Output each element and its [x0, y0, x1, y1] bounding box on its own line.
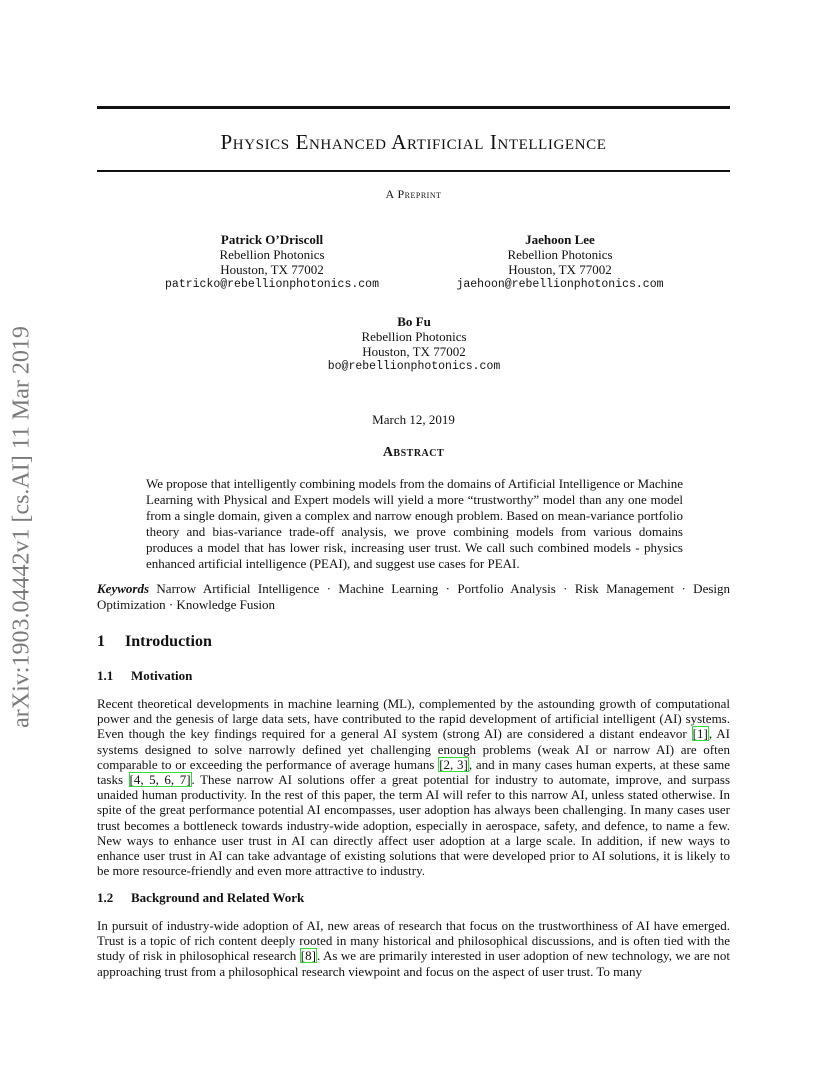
author-address: Houston, TX 77002	[220, 262, 324, 277]
citation-link[interactable]: [1]	[692, 726, 708, 742]
author-name: Patrick O’Driscoll	[220, 232, 324, 247]
author-affiliation: Rebellion Photonics	[507, 247, 613, 262]
citation-link[interactable]: [2, 3]	[439, 756, 468, 772]
subsection-title: Motivation	[131, 668, 193, 683]
citation-link[interactable]: [8]	[300, 948, 316, 964]
author-address: Houston, TX 77002	[508, 262, 612, 277]
abstract-heading: Abstract	[382, 445, 445, 460]
author-block	[142, 232, 402, 292]
section-title: Introduction	[125, 633, 212, 650]
author-affiliation: Rebellion Photonics	[219, 247, 325, 262]
preprint-label: A Preprint	[385, 187, 442, 201]
keywords-label: Keywords	[97, 581, 149, 596]
paragraph-text: . These narrow AI solutions offer a great potential for industry to automate, improve, and surpass unaided human productivity. In the rest of this paper, the term AI will refer to this narrow AI, unless stated otherwise. In spite of the great performance potential AI encompasses, user adoption has always been challenging. In many cases user trust becomes a bottleneck towards industry-wide adoption, especially in aerospace, safety, and defence, to name a few. New ways to enhance user trust in AI can directly affect user adoption at a large scale. In addition, if new ways to enhance user trust in AI can take advantage of existing solutions that were developed prior to AI solutions, it is likely to be more resource-friendly and even more attractive to industry.	[97, 772, 730, 879]
paragraph-text: In pursuit of industry-wide adoption of AI, new areas of research that focus on the trustworthiness of AI have emerged. Trust is a topic of rich content deeply rooted in many historical and philosophical discussions, and is often tied with the study of risk in philosophical research	[97, 918, 730, 964]
paragraph-text: . As we are primarily interested in user adoption of new technology, we are not approaching trust from a philosophical research viewpoint and focus on the aspect of user trust. To many	[97, 948, 730, 979]
abstract-body: We propose that intelligently combining models from the domains of Artificial Intelligence or Machine Learning with Physical and Expert models will yield a more “trustworthy” model than any one model from a single domain, given a complex and narrow enough problem. Based on mean-variance portfolio theory and bias-variance trade-off analysis, we prove combining models from various domains produces a model that has lower risk, increasing user trust. We call such combined models - physics enhanced artificial intelligence (PEAI), and suggest use cases for PEAI.	[146, 476, 683, 571]
author-affiliation: Rebellion Photonics	[361, 329, 467, 344]
motivation-paragraph	[97, 696, 730, 878]
subsection-heading-background	[97, 890, 304, 906]
subsection-heading-motivation	[97, 668, 192, 684]
title-bottom-rule	[97, 170, 730, 172]
citation-link[interactable]: [4, 5, 6, 7]	[129, 772, 191, 788]
subsection-number: 1.1	[97, 668, 114, 683]
author-name: Jaehoon Lee	[525, 232, 595, 247]
section-number: 1	[97, 633, 105, 650]
author-email[interactable]: patricko@rebellionphotonics.com	[165, 278, 379, 291]
arxiv-identifier: arXiv:1903.04442v1 [cs.AI] 11 Mar 2019	[8, 326, 35, 728]
author-email[interactable]: jaehoon@rebellionphotonics.com	[456, 278, 664, 291]
paragraph-text: Recent theoretical developments in machine learning (ML), complemented by the astounding growth of computational power and the genesis of large data sets, have contributed to the rapid development of artificial intelligent (AI) systems. Even though the key findings required for a general AI system (strong AI) are considered a distant endeavor	[97, 696, 730, 742]
paragraph-text: , AI systems designed to solve narrowly defined yet challenging enough problems (weak AI or narrow AI) are often comparable to or exceeding the performance of average humans	[97, 726, 730, 772]
author-block	[284, 314, 544, 374]
author-name: Bo Fu	[397, 314, 431, 329]
title-top-rule	[97, 106, 730, 109]
author-email[interactable]: bo@rebellionphotonics.com	[327, 360, 501, 373]
keywords-list: Narrow Artificial Intelligence · Machine Learning · Portfolio Analysis · Risk Management · Design Optimization · Knowledge Fusion	[97, 581, 731, 612]
paper-date: March 12, 2019	[372, 412, 455, 427]
subsection-number: 1.2	[97, 890, 114, 905]
subsection-title: Background and Related Work	[131, 890, 305, 905]
background-paragraph	[97, 918, 730, 979]
author-block	[430, 232, 690, 292]
keywords-line	[97, 581, 730, 613]
paragraph-text: , and in many cases human experts, at these same tasks	[97, 756, 730, 788]
author-address: Houston, TX 77002	[362, 344, 466, 359]
paper-title: Physics Enhanced Artificial Intelligence	[220, 130, 607, 154]
section-heading-introduction	[97, 633, 212, 651]
